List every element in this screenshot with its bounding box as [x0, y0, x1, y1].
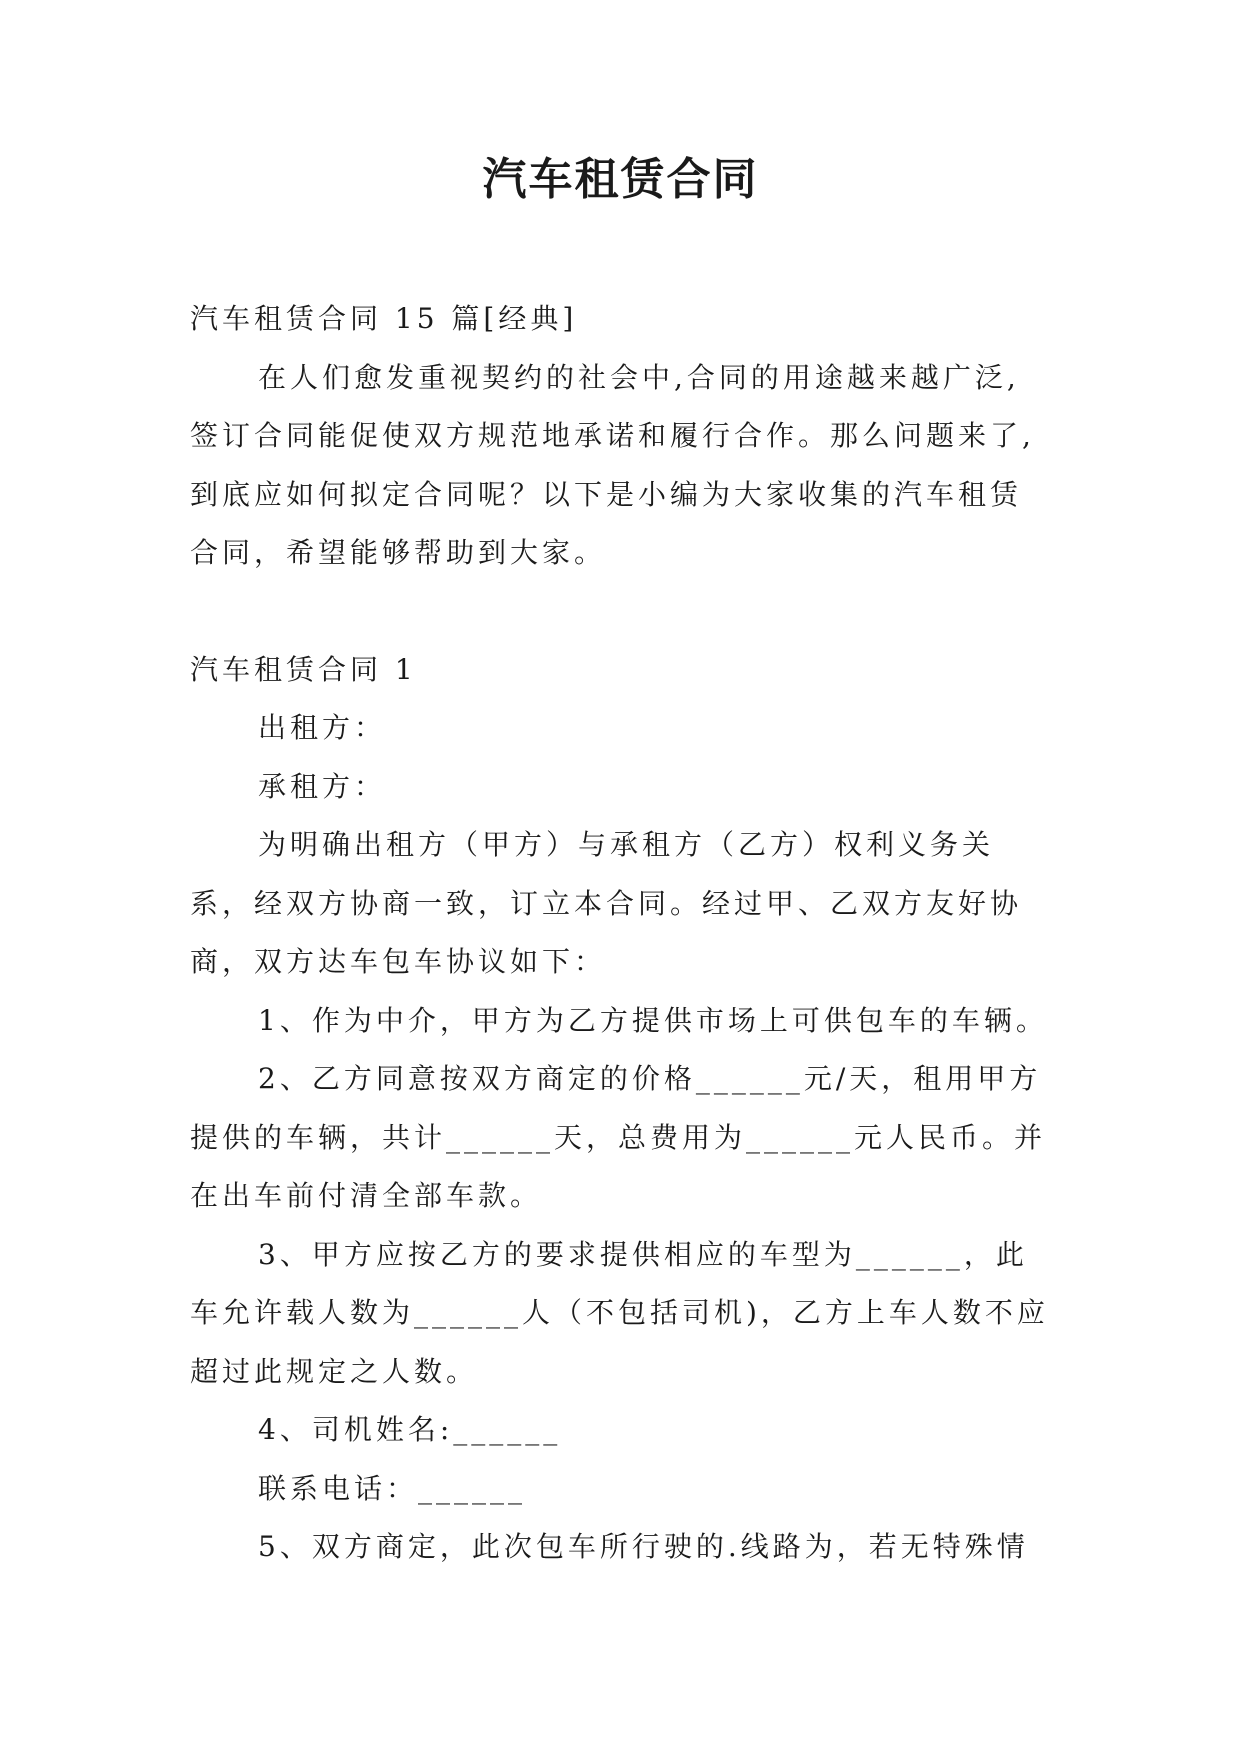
section-heading: 汽车租赁合同 1: [190, 652, 417, 686]
subtitle-line: 汽车租赁合同 15 篇[经典]: [190, 302, 578, 335]
intro-paragraph: 在人们愈发重视契约的社会中,合同的用途越来越广泛,签订合同能促使双方规范地承诺和履行合作。那么问题来了,到底应如何拟定合同呢？以下是小编为大家收集的汽车租赁合同，希望能够帮助到大家。: [190, 360, 1035, 569]
clause-4-driver: 4、司机姓名:______: [258, 1413, 562, 1446]
document-title: 汽车租赁合同: [482, 154, 759, 205]
preamble-paragraph: 为明确出租方（甲方）与承租方（乙方）权利义务关系，经双方协商一致，订立本合同。经过甲、乙双方友好协商，双方达车包车协议如下：: [190, 828, 1023, 978]
clause-3: 3、甲方应按乙方的要求提供相应的车型为______，此车允许载人数为______人（不包括司机)，乙方上车人数不应超过此规定之人数。: [190, 1237, 1049, 1388]
clause-4-phone: 联系电话：______: [258, 1471, 527, 1505]
clause-1: 1、作为中介，甲方为乙方提供市场上可供包车的车辆。: [258, 1003, 1048, 1037]
lessor-line: 出租方：: [258, 711, 387, 744]
clause-5: 5、双方商定，此次包车所行驶的.线路为，若无特殊情: [258, 1530, 1029, 1563]
clause-2: 2、乙方同意按双方商定的价格______元/天，租用甲方提供的车辆，共计______天，总费用为______元人民币。并在出车前付清全部车款。: [190, 1062, 1047, 1212]
paragraph-gap: [190, 583, 1050, 641]
document-body: [190, 290, 1050, 1577]
lessee-line: 承租方：: [258, 769, 387, 803]
